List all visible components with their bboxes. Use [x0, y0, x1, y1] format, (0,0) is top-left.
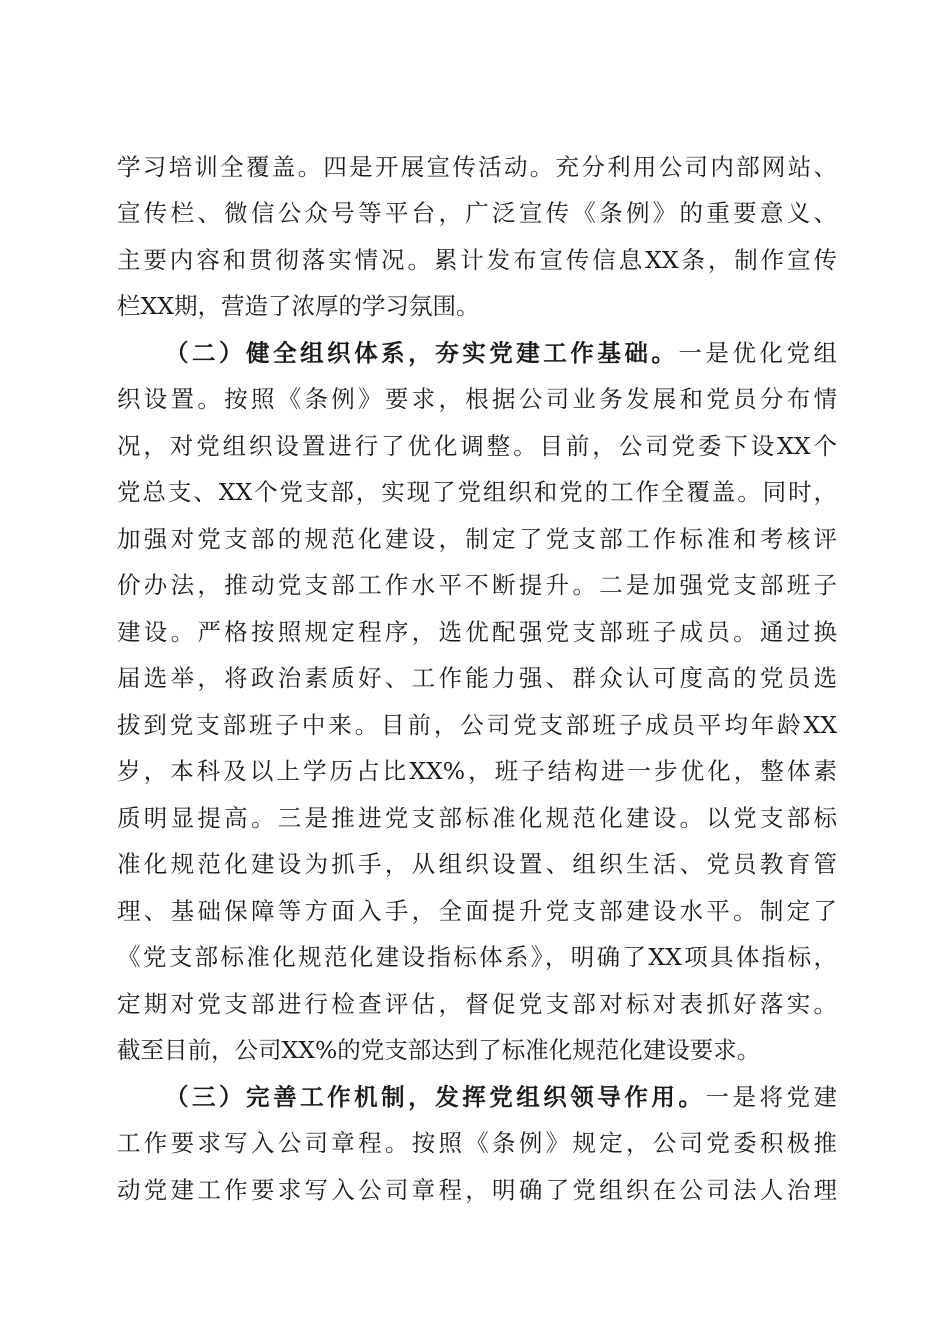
- text-line: 织设置。按照《条例》要求，根据公司业务发展和党员分布情: [117, 385, 837, 413]
- text-line: 理、基础保障等方面入手，全面提升党支部建设水平。制定了: [117, 897, 837, 925]
- section-heading-line: [165, 329, 837, 377]
- text-line: 准化规范化建设为抓手，从组织设置、组织生活、党员教育管: [117, 850, 837, 878]
- text-line: 栏XX期，营造了浓厚的学习氛围。: [117, 292, 480, 320]
- text-fragment: 一是优化党组: [678, 339, 838, 367]
- text-line: 质明显提高。三是推进党支部标准化规范化建设。以党支部标: [117, 804, 837, 832]
- text-line: 动党建工作要求写入公司章程，明确了党组织在公司法人治理: [117, 1176, 837, 1204]
- text-line: 宣传栏、微信公众号等平台，广泛宣传《条例》的重要意义、: [117, 199, 837, 227]
- text-line: 加强对党支部的规范化建设，制定了党支部工作标准和考核评: [117, 525, 837, 553]
- text-line: 学习培训全覆盖。四是开展宣传活动。充分利用公司内部网站、: [117, 153, 837, 181]
- text-line: 定期对党支部进行检查评估，督促党支部对标对表抓好落实。: [117, 990, 837, 1018]
- text-fragment: 一是将党建: [705, 1083, 838, 1111]
- text-line: 拔到党支部班子中来。目前，公司党支部班子成员平均年龄XX: [117, 711, 837, 739]
- text-line: 届选举，将政治素质好、工作能力强、群众认可度高的党员选: [117, 664, 837, 692]
- section-heading-line: [165, 1073, 837, 1121]
- section-heading: （三）完善工作机制，发挥党组织领导作用。: [165, 1083, 706, 1111]
- text-line: 工作要求写入公司章程。按照《条例》规定，公司党委积极推: [117, 1129, 837, 1157]
- section-heading: （二）健全组织体系，夯实党建工作基础。: [165, 339, 679, 367]
- text-line: 建设。严格按照规定程序，选优配强党支部班子成员。通过换: [117, 618, 837, 646]
- text-line: 《党支部标准化规范化建设指标体系》，明确了XX项具体指标，: [117, 943, 837, 971]
- text-line: 党总支、XX个党支部，实现了党组织和党的工作全覆盖。同时，: [117, 478, 837, 506]
- text-line: 截至目前，公司XX%的党支部达到了标准化规范化建设要求。: [117, 1036, 761, 1064]
- text-line: 岁，本科及以上学历占比XX%，班子结构进一步优化，整体素: [117, 757, 837, 785]
- text-line: 况，对党组织设置进行了优化调整。目前，公司党委下设XX个: [117, 432, 837, 460]
- text-line: 价办法，推动党支部工作水平不断提升。二是加强党支部班子: [117, 571, 837, 599]
- text-line: 主要内容和贯彻落实情况。累计发布宣传信息XX条，制作宣传: [117, 246, 837, 274]
